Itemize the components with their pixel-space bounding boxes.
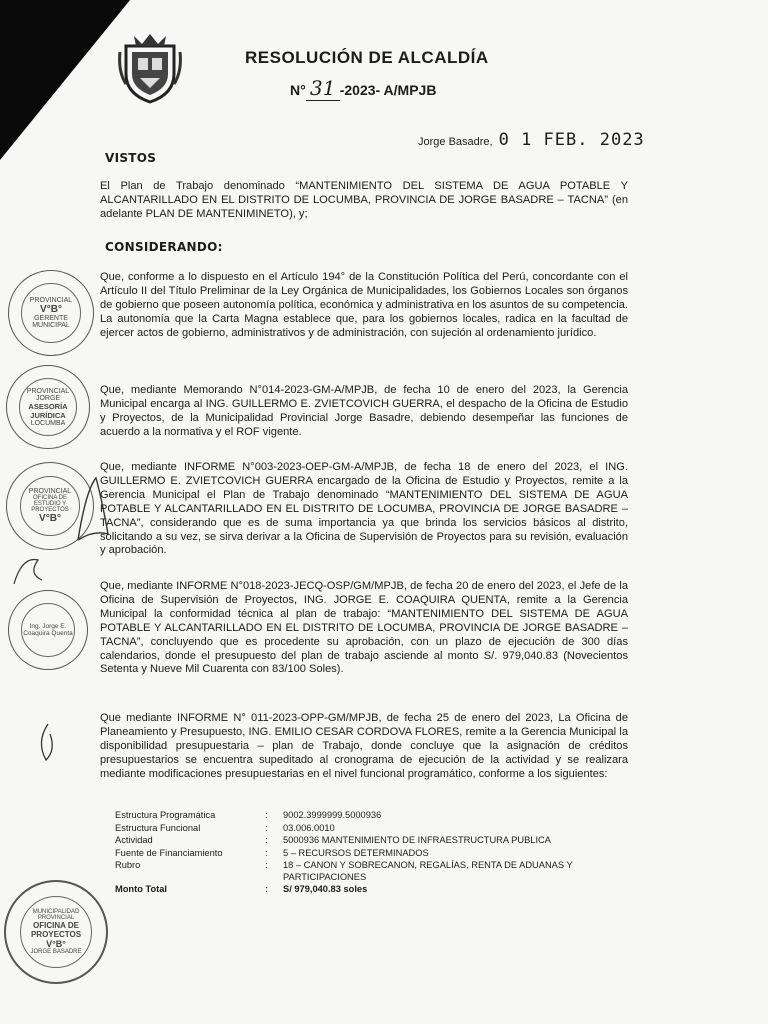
seal-text: PROVINCIAL <box>29 297 73 304</box>
budget-label: Actividad <box>115 835 153 845</box>
seal-text: JORGE BASADRE <box>30 949 82 955</box>
supervision-proyectos-seal <box>8 590 88 670</box>
budget-value: S/ 979,040.83 soles <box>283 884 368 894</box>
oficina-proyectos-seal <box>4 880 108 984</box>
date-stamp: 0 1 FEB. 2023 <box>498 130 645 150</box>
vistos-paragraph: El Plan de Trabajo denominado “MANTENIMIENTO DEL SISTEMA DE AGUA POTABLE Y ALCANTARILLADO EN EL DISTRITO DE LOCUMBA, PROVINCIA DE JORGE BASADRE – TACNA” (en adelante PLAN DE MANTENIMINETO), y; <box>100 180 628 220</box>
budget-row <box>115 823 615 835</box>
signature-mark <box>8 550 48 590</box>
resolution-number-prefix: N° <box>290 82 306 98</box>
budget-separator: : <box>265 860 268 870</box>
budget-separator: : <box>265 822 268 833</box>
seal-text: OFICINA DE PROYECTOS <box>30 921 82 939</box>
municipal-crest-icon <box>118 32 182 104</box>
budget-value: 03.006.0010 <box>283 822 335 833</box>
budget-separator: : <box>265 847 268 858</box>
budget-separator: : <box>265 884 269 894</box>
budget-row <box>115 860 615 883</box>
seal-text: V°B° <box>46 939 66 949</box>
budget-value: 9002.3999999.5000936 <box>283 810 382 820</box>
seal-text: Ing. Jorge E. Coaquira Quenta <box>23 623 73 637</box>
seal-text: ASESORÍA JURÍDICA <box>28 401 68 420</box>
budget-row <box>115 835 615 847</box>
considerando-paragraph-2: Que, mediante Memorando N°014-2023-GM-A/MPJB, de fecha 10 de enero del 2023, la Gerencia Municipal encarga al ING. GUILLERMO E. ZVIETCOVICH GUERRA, el despacho de la Oficina de Estudio y Proyectos, de la Municipalidad Provincial Jorge Basadre, debiendo desempeñar las funciones de acuerdo a la normativa y el ROF vigente. <box>100 384 628 438</box>
resolution-number-suffix: -2023- A/MPJB <box>339 82 437 98</box>
signature-mark <box>68 470 118 550</box>
budget-label: Monto Total <box>115 884 167 894</box>
budget-row <box>115 810 615 822</box>
budget-table <box>115 810 615 897</box>
vistos-heading: VISTOS <box>105 151 157 165</box>
seal-text: V°B° <box>40 304 62 315</box>
scan-corner-shadow <box>0 0 130 160</box>
document-title: RESOLUCIÓN DE ALCALDÍA <box>245 48 489 67</box>
seal-text: LOCUMBA <box>30 419 66 427</box>
gerencia-municipal-seal <box>8 270 94 356</box>
seal-text: MUNICIPALIDAD PROVINCIAL <box>32 909 80 921</box>
seal-text: GERENTE MUNICIPAL <box>32 315 70 329</box>
budget-label: Estructura Funcional <box>115 822 201 833</box>
seal-text: PROVINCIAL JORGE <box>26 387 70 402</box>
resolution-number-value: 31 <box>306 76 340 101</box>
budget-label: Estructura Programática <box>115 810 216 820</box>
budget-value: 18 – CANON Y SOBRECANON, REGALÍAS, RENTA DE ADUANAS Y PARTICIPACIONES <box>283 860 573 882</box>
signature-mark <box>30 720 70 770</box>
seal-text: PROVINCIAL <box>28 488 72 495</box>
considerando-paragraph-5: Que mediante INFORME N° 011-2023-OPP-GM/MPJB, de fecha 25 de enero del 2023, La Oficina de Planeamiento y Presupuesto, ING. EMILIO CESAR CORDOVA FLORES, remite a la Gerencia Municipal la disponibilidad presupuestaria – plan de Trabajo, donde concluye que la asignación de créditos presupuestarios se encuentra supeditado al cronograma de ejecución de la actividad y se realizara mediante modificaciones presupuestarias en el nivel funcional programático, conforme a los siguientes: <box>100 712 628 780</box>
place-label: Jorge Basadre, <box>418 136 493 148</box>
seal-text: OFICINA DE ESTUDIO Y PROYECTOS <box>31 495 69 513</box>
seal-text: V°B° <box>39 513 61 524</box>
budget-value: 5 – RECURSOS DETERMINADOS <box>283 847 429 858</box>
budget-row-total <box>115 884 615 896</box>
budget-separator: : <box>265 810 268 820</box>
considerando-paragraph-4: Que, mediante INFORME N°018-2023-JECQ-OSP/GM/MPJB, de fecha 20 de enero del 2023, el Jefe de la Oficina de Supervisión de Proyectos, ING. JORGE E. COAQUIRA QUENTA, remite a la Gerencia Municipal la conformidad técnica al plan de trabajo: “MANTENIMIENTO DEL SISTEMA DE AGUA POTABLE Y ALCANTARILLADO EN EL DISTRITO DE LOCUMBA, PROVINCIA DE JORGE BASADRE – TACNA”, concluyendo que es procedente su aprobación, con un plazo de ejecución de 300 días calendarios, donde el presupuesto del plan de trabajo asciende al monto S/. 979,040.83 (Novecientos Setenta y Nueve Mil Cuarenta con 83/100 Soles). <box>100 580 628 676</box>
considerando-heading: CONSIDERANDO: <box>105 240 223 254</box>
asesoria-juridica-seal <box>6 365 90 449</box>
budget-label: Rubro <box>115 860 141 870</box>
resolution-number <box>290 76 436 101</box>
budget-label: Fuente de Financiamiento <box>115 847 223 858</box>
considerando-paragraph-1: Que, conforme a lo dispuesto en el Artículo 194° de la Constitución Política del Perú, concordante con el Artículo II del Título Preliminar de la Ley Orgánica de Municipalidades, los Gobiernos Locales son órganos de gobierno que poseen autonomía política, económica y administrativa en los asuntos de su competencia. La autonomía que la Carta Magna establece que, para los gobiernos locales, radica en la facultad de ejercer actos de gobierno, administrativos y de administración, con sujeción al ordenamiento jurídico. <box>100 271 628 339</box>
considerando-paragraph-3: Que, mediante INFORME N°003-2023-OEP-GM-A/MPJB, de fecha 18 de enero del 2023, el ING. GUILLERMO E. ZVIETCOVICH GUERRA encargado de la Oficina de Estudio y Proyectos, remite a la Gerencia Municipal el Plan de Trabajo denominado “MANTENIMIENTO DEL SISTEMA DE AGUA POTABLE Y ALCANTARILLADO EN EL DISTRITO DE LOCUMBA, PROVINCIA DE JORGE BASADRE – TACNA”, considerando que es de suma importancia ya que brinda los servicios básicos al distrito, solicitando a su vez, se sirva derivar a la Oficina de Supervisión de Proyectos para su revisión, evaluación y aprobación. <box>100 461 628 557</box>
date-line <box>418 130 645 150</box>
budget-value: 5000936 MANTENIMIENTO DE INFRAESTRUCTURA PUBLICA <box>283 835 551 845</box>
budget-separator: : <box>265 835 268 845</box>
budget-row <box>115 848 615 860</box>
